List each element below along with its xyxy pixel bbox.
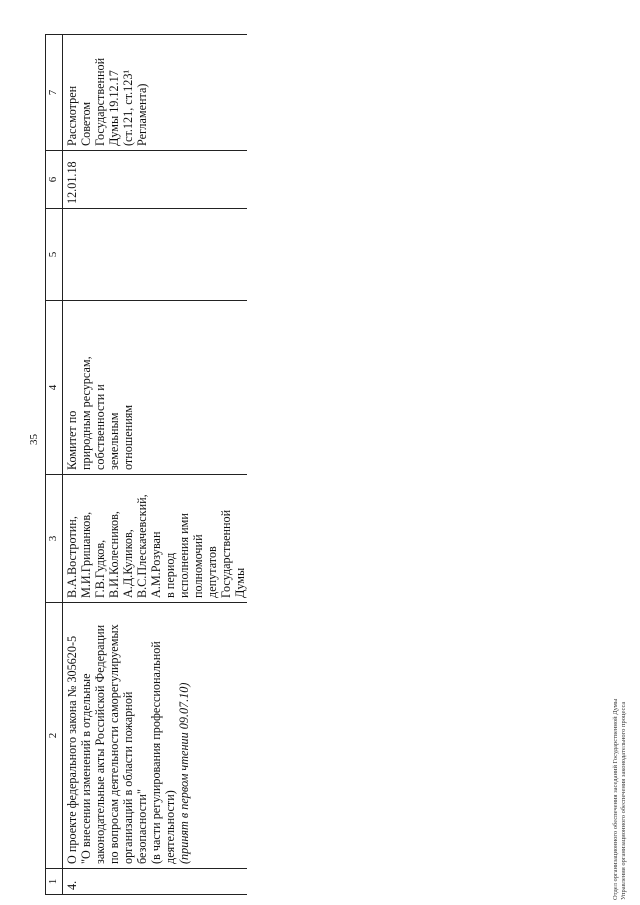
author-line: Государственной (219, 509, 233, 598)
bill-title-line: законодательные акты Российской Федерации (93, 624, 107, 864)
bill-title-line: (в части регулирования профессиональной (149, 641, 163, 864)
status-line: (ст.121, ст.123¹ (121, 69, 135, 146)
author-line: Думы (233, 567, 247, 598)
bill-title-line: организаций в области пожарной (121, 691, 135, 864)
table-row (63, 35, 248, 895)
date-cell: 12.01.18 (63, 151, 248, 209)
header-cell: 4 (46, 301, 63, 475)
bill-title-line: безопасности" (135, 789, 149, 864)
status-line: Регламента) (135, 83, 149, 146)
header-cell: 6 (46, 151, 63, 209)
author-line: в период (163, 552, 177, 598)
author-line: М.И.Гришанков, (79, 511, 93, 598)
author-line: Г.В.Гудков, (93, 539, 107, 598)
author-line: А.М.Розуван (149, 531, 163, 598)
document-table-rotated (45, 35, 305, 895)
author-line: В.А.Востротин, (65, 516, 79, 598)
committee-line: земельным (107, 412, 121, 470)
header-cell: 7 (46, 35, 63, 151)
header-cell: 1 (46, 869, 63, 895)
footer-line: Управления организационного обеспечения законодательного процесса (620, 701, 627, 900)
status-line: Рассмотрен (65, 85, 79, 146)
column-5-cell (63, 209, 248, 301)
author-line: полномочий (191, 534, 205, 598)
committee-line: отношениям (121, 404, 135, 470)
bill-title-line: деятельности) (163, 790, 177, 864)
bill-table (45, 34, 247, 895)
author-line: В.С.Плескачевский, (135, 494, 149, 598)
status-line: Советом (79, 101, 93, 146)
author-line: В.И.Колесников, (107, 511, 121, 598)
bill-title-line: О проекте федерального закона № 305620-5 (65, 635, 79, 864)
table-header-row (46, 35, 63, 895)
committee-cell (63, 301, 248, 475)
bill-title-cell (63, 603, 248, 869)
bill-title-line: по вопросам деятельности саморегулируемых (107, 624, 121, 864)
author-line: А.Д.Куликов, (121, 529, 135, 598)
author-line: исполнения ими (177, 513, 191, 598)
bill-title-line: "О внесении изменений в отдельные (79, 673, 93, 864)
header-cell: 2 (46, 603, 63, 869)
row-number: 4. (63, 869, 248, 895)
status-cell (63, 35, 248, 151)
first-reading-note: (принят в первом чтении 09.07.10) (177, 682, 191, 864)
footer-line: Отдел организационного обеспечения заседаний Государственной Думы (612, 698, 619, 900)
committee-line: Комитет по (65, 410, 79, 470)
header-cell: 3 (46, 475, 63, 603)
committee-line: собственности и (93, 384, 107, 470)
header-cell: 5 (46, 209, 63, 301)
status-line: Государственной (93, 57, 107, 146)
authors-cell (63, 475, 248, 603)
page-number: 35 (28, 434, 40, 445)
committee-line: природным ресурсам, (79, 356, 93, 470)
author-line: депутатов (205, 546, 219, 598)
footer-department (612, 699, 628, 900)
status-line: Думы 19.12.17 (107, 70, 121, 146)
